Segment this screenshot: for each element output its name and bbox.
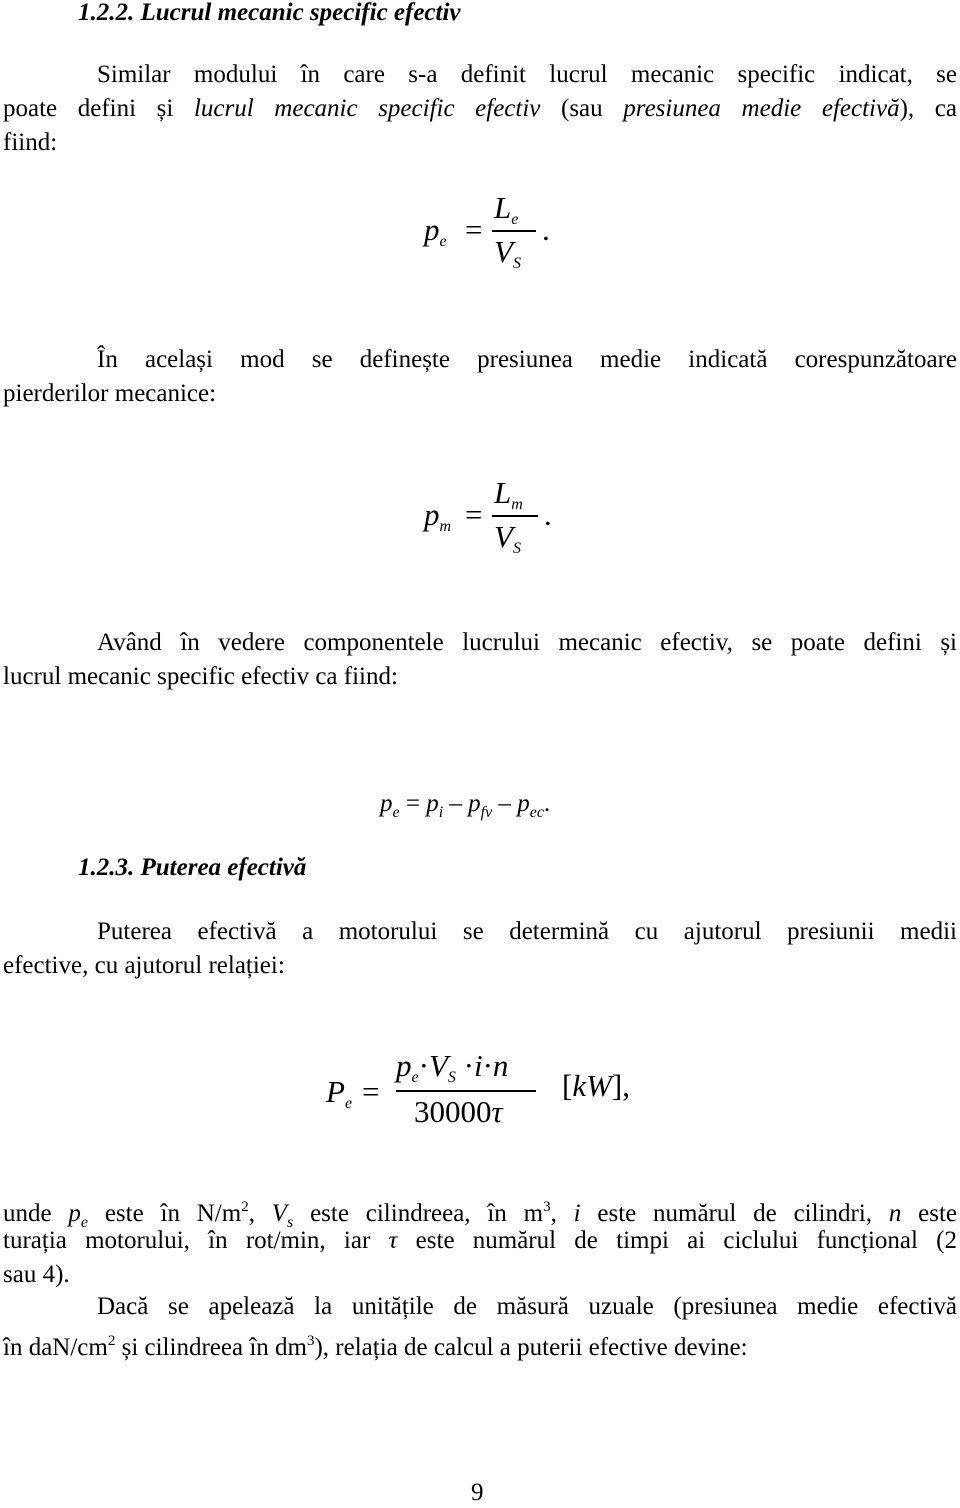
eq2-numerator — [494, 475, 523, 514]
text-segment: este cilindreea, în m — [293, 1200, 544, 1227]
symbol-p-subscript: e — [80, 1214, 89, 1231]
eq4-dot-3: · — [482, 1048, 493, 1083]
eq3-minus-1: – — [449, 790, 462, 817]
eq1-den-symbol: V — [494, 234, 513, 269]
eq3-term-pfv — [468, 790, 493, 821]
eq3-t2-symbol: p — [426, 790, 439, 817]
superscript: 2 — [241, 1199, 249, 1215]
symbol-vs — [271, 1200, 294, 1231]
eq2-denominator — [494, 519, 521, 558]
paragraph-2-line-1 — [97, 345, 957, 375]
symbol-i: i — [573, 1200, 581, 1227]
eq2-num-subscript: m — [511, 496, 523, 513]
paragraph-1-line-2 — [3, 94, 957, 124]
superscript: 3 — [306, 1333, 315, 1349]
eq3-minus-2: – — [498, 790, 511, 817]
eq4-num-vs — [428, 1048, 456, 1086]
text-segment: este numărul de cilindri, — [580, 1200, 889, 1227]
text-segment: unde — [3, 1200, 69, 1227]
eq4-n2-subscript: S — [447, 1069, 456, 1086]
eq1-equals: = — [465, 212, 483, 247]
eq4-comma: , — [622, 1068, 630, 1103]
eq4-den-tau: τ — [491, 1094, 503, 1129]
equation-pe-components — [380, 790, 550, 826]
symbol-tau: τ — [388, 1227, 398, 1254]
eq1-denominator — [494, 234, 521, 273]
paragraph-4-line-2: efective, cu ajutorul relației: — [3, 952, 285, 979]
eq1-numerator — [494, 190, 518, 229]
text-segment: (sau — [540, 95, 624, 122]
eq2-den-subscript: S — [512, 540, 521, 557]
eq4-unit-kw: kW — [572, 1068, 612, 1103]
equation-pm — [420, 475, 560, 565]
eq2-num-symbol: L — [494, 475, 512, 510]
eq3-t1-subscript: e — [392, 804, 400, 821]
paragraph-6-line-1-text: Dacă se apelează la unitățile de măsură uzuale (presiunea medie efectivă — [97, 1293, 957, 1320]
text-segment: și cilindreea în dm — [115, 1334, 307, 1361]
eq2-lhs-symbol: p — [424, 497, 440, 532]
superscript: 2 — [107, 1333, 116, 1349]
eq3-t2-subscript: i — [438, 804, 444, 821]
section-heading-1-2-2: 1.2.2. Lucrul mecanic specific efectiv — [78, 0, 461, 26]
eq3-equals: = — [405, 790, 420, 817]
term-presiunea-medie-efectiva: presiunea medie efectivă — [623, 95, 900, 122]
eq4-denominator — [414, 1094, 503, 1130]
eq3-t4-subscript: ec — [529, 804, 544, 821]
symbol-pe — [68, 1200, 89, 1231]
paragraph-3-line-1-text: Având în vedere componentele lucrului mecanic efectiv, se poate defini și — [97, 629, 957, 656]
text-segment: este numărul de timpi ai ciclului funcțional (2 — [397, 1227, 957, 1254]
term-lucrul-mecanic-specific-efectiv: lucrul mecanic specific efectiv — [193, 95, 541, 122]
paragraph-3-line-1 — [97, 628, 957, 658]
symbol-v-subscript: s — [287, 1214, 294, 1231]
eq4-lhs — [326, 1074, 352, 1113]
equation-pe — [420, 190, 560, 280]
paragraph-1-line-1 — [97, 60, 957, 90]
eq4-num-pe — [396, 1048, 419, 1086]
paragraph-4-line-1 — [97, 917, 957, 947]
eq2-lhs-subscript: m — [439, 518, 452, 535]
eq4-unit-close-bracket: ] — [611, 1068, 623, 1103]
eq2-fraction-bar — [492, 515, 538, 517]
text-segment: , — [248, 1200, 272, 1227]
paragraph-6-line-1 — [97, 1292, 957, 1322]
eq1-lhs-subscript: e — [439, 233, 447, 250]
text-segment: ), ca — [899, 95, 957, 122]
equation-effective-power — [320, 1040, 660, 1160]
section-heading-1-2-3: 1.2.3. Puterea efectivă — [78, 854, 307, 881]
superscript: 3 — [543, 1199, 551, 1215]
paragraph-5-line-3: sau 4). — [3, 1261, 70, 1288]
symbol-p: p — [68, 1200, 81, 1227]
text-segment: turația motorului, în rot/min, iar — [3, 1227, 389, 1254]
text-segment: este în N/m — [88, 1200, 242, 1227]
eq3-t3-subscript: fv — [480, 804, 493, 821]
eq3-period: . — [543, 790, 551, 817]
eq1-lhs — [424, 212, 447, 251]
paragraph-1-line-3: fiind: — [3, 129, 58, 156]
symbol-v: V — [271, 1200, 288, 1227]
eq3-t4-symbol: p — [517, 790, 530, 817]
paragraph-1-line-1-text: Similar modului în care s-a definit lucrul mecanic specific indicat, se — [97, 61, 957, 88]
eq2-den-symbol: V — [494, 519, 513, 554]
paragraph-2-line-1-text: În același mod se definește presiunea medie indicată corespunzătoare — [97, 346, 957, 373]
eq4-num-n: n — [492, 1048, 509, 1083]
eq4-lhs-symbol: P — [326, 1074, 345, 1109]
paragraph-5-line-2 — [3, 1226, 957, 1256]
eq4-dot-2: · — [463, 1048, 474, 1083]
eq1-lhs-symbol: p — [424, 212, 440, 247]
eq3-term-pi — [426, 790, 444, 821]
eq4-num-i: i — [473, 1048, 483, 1083]
eq4-dot-1: · — [418, 1048, 429, 1083]
eq4-numerator — [396, 1048, 508, 1087]
eq4-equals: = — [362, 1074, 380, 1109]
eq1-den-subscript: S — [512, 255, 521, 272]
text-segment: în daN/cm — [3, 1334, 108, 1361]
text-segment: este — [901, 1200, 958, 1227]
eq4-fraction-bar — [396, 1090, 536, 1092]
eq1-num-subscript: e — [511, 211, 519, 228]
eq4-den-number: 30000 — [414, 1094, 492, 1129]
eq4-n1-subscript: e — [411, 1069, 419, 1086]
eq4-unit — [562, 1068, 630, 1104]
text-segment: poate defini și — [3, 95, 194, 122]
eq3-t1-symbol: p — [380, 790, 393, 817]
eq2-lhs — [424, 497, 451, 536]
paragraph-3-line-2: lucrul mecanic specific efectiv ca fiind: — [3, 663, 398, 690]
eq3-term-pe — [380, 790, 400, 821]
eq4-lhs-subscript: e — [344, 1095, 353, 1112]
eq2-equals: = — [465, 497, 483, 532]
paragraph-2-line-2: pierderilor mecanice: — [3, 380, 217, 407]
eq4-n1-symbol: p — [396, 1048, 412, 1083]
eq3-t3-symbol: p — [468, 790, 481, 817]
symbol-n: n — [888, 1200, 902, 1227]
paragraph-6-line-2 — [3, 1326, 748, 1363]
eq4-n2-symbol: V — [428, 1048, 448, 1083]
eq3-term-pec — [517, 790, 544, 821]
eq1-fraction-bar — [492, 230, 536, 232]
paragraph-4-line-1-text: Puterea efectivă a motorului se determină cu ajutorul presiunii medii — [97, 918, 957, 945]
eq4-unit-open-bracket: [ — [562, 1068, 573, 1103]
text-segment: , — [550, 1200, 574, 1227]
eq2-period: . — [544, 497, 552, 532]
page-number: 9 — [471, 1479, 484, 1506]
text-segment: ), relația de calcul a puterii efective devine: — [314, 1334, 748, 1361]
eq1-period: . — [542, 212, 550, 247]
eq1-num-symbol: L — [494, 190, 512, 225]
